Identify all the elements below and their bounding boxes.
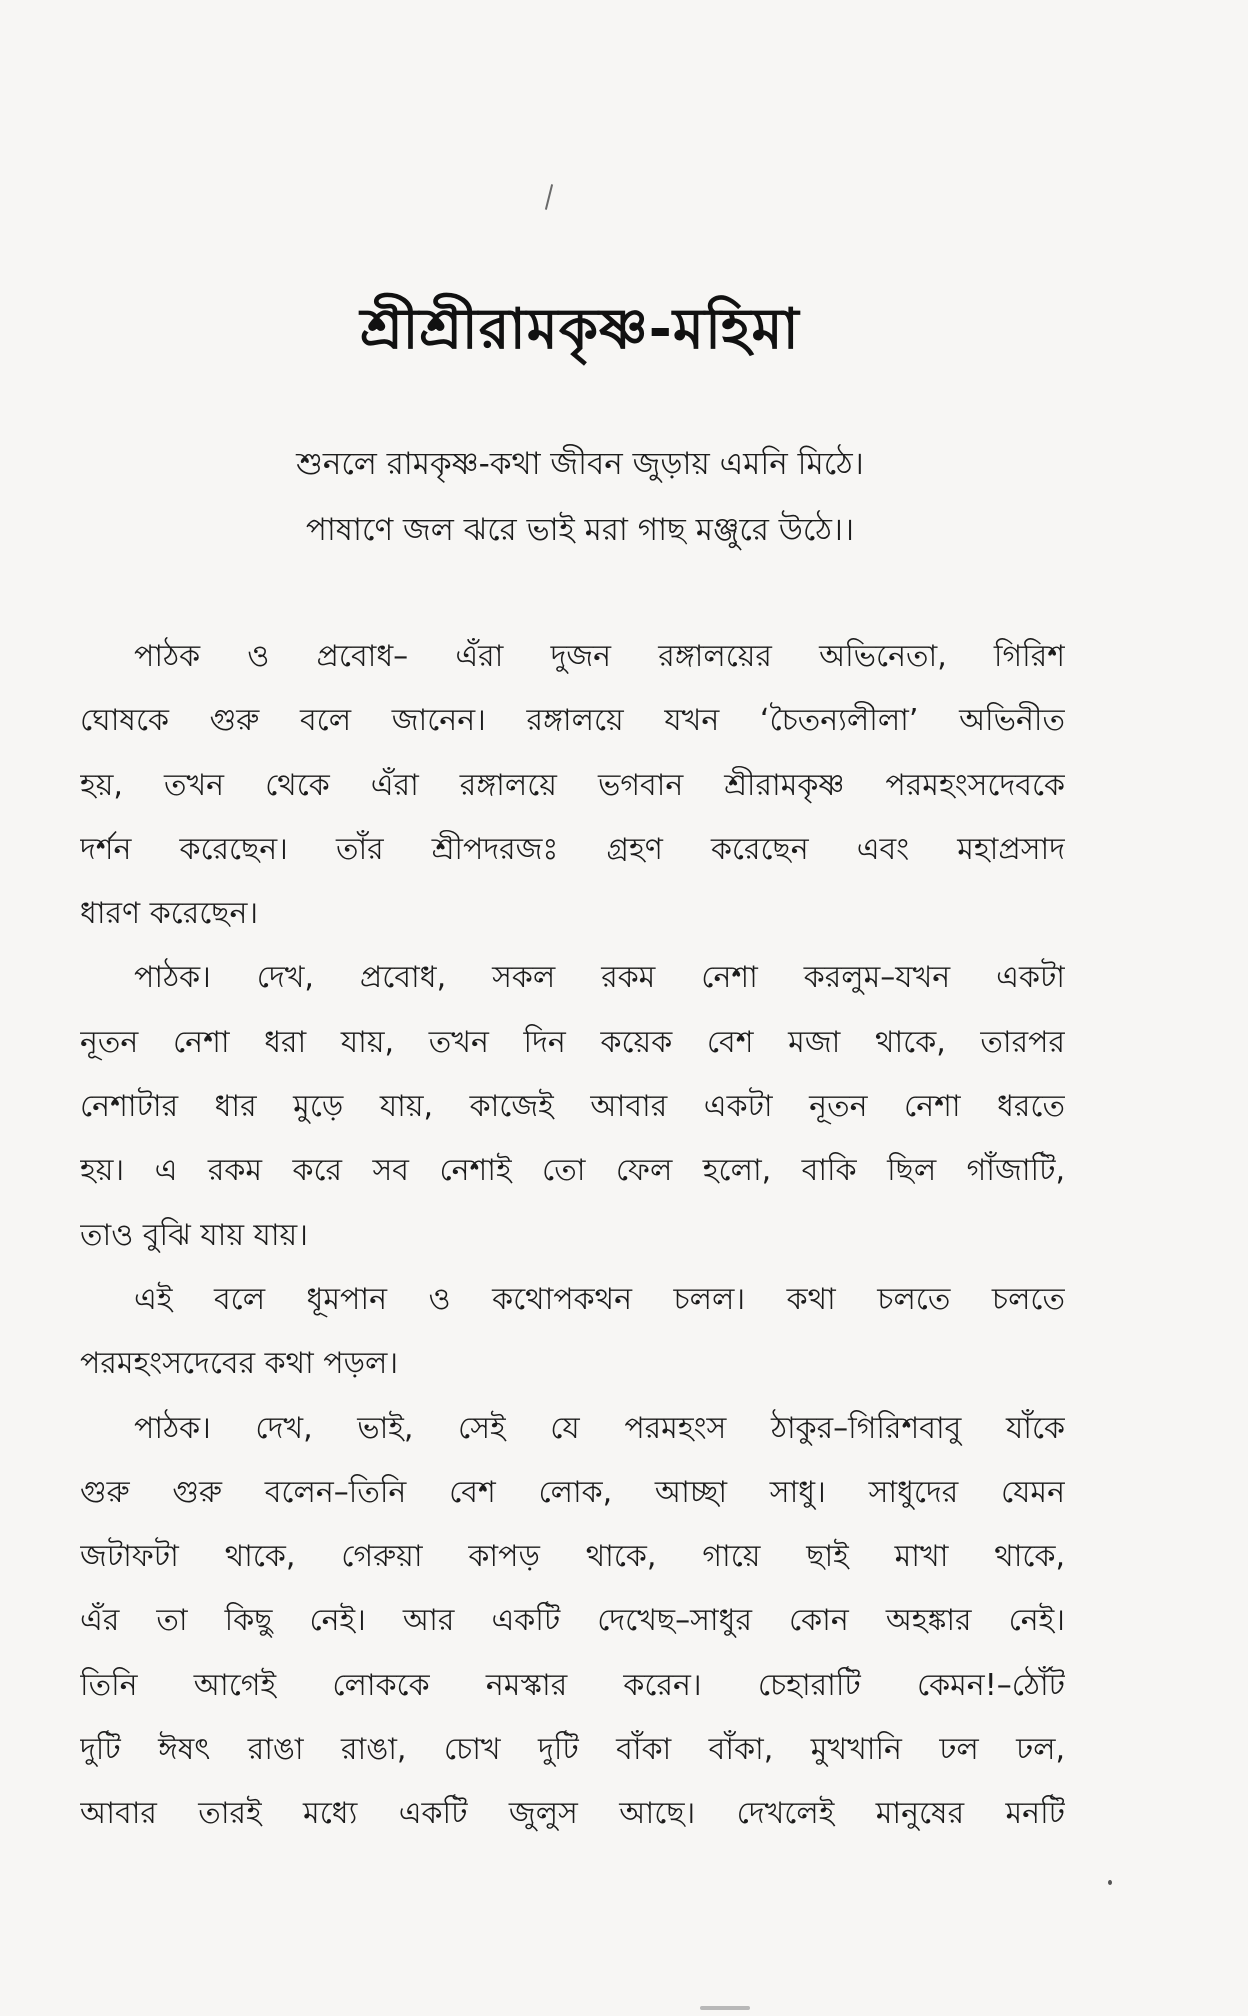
text-line: ঘোষকে গুরু বলে জানেন। রঙ্গালয়ে যখন ‘চৈতন্যলীলা’ অভিনীত xyxy=(80,703,1065,739)
text-line: দর্শন করেছেন। তাঁর শ্রীপদরজঃ গ্রহণ করেছেন এবং মহাপ্রসাদ xyxy=(80,831,1065,867)
text-line: পাঠক। দেখ, ভাই, সেই যে পরমহংস ঠাকুর–গিরিশবাবু যাঁকে xyxy=(134,1410,1065,1446)
text-line: আবার তারই মধ্যে একটি জুলুস আছে। দেখলেই মানুষের মনটি xyxy=(80,1796,1065,1832)
text-line: এই বলে ধূমপান ও কথোপকথন চলল। কথা চলতে চলতে xyxy=(134,1281,1065,1317)
text-line: তিনি আগেই লোককে নমস্কার করেন। চেহারাটি কেমন!–ঠোঁট xyxy=(80,1667,1065,1703)
text-line: হয়। এ রকম করে সব নেশাই তো ফেল হলো, বাকি ছিল গাঁজাটি, xyxy=(80,1153,1065,1189)
paragraph xyxy=(80,946,1065,1267)
text-line: তাও বুঝি যায় যায়। xyxy=(80,1217,308,1253)
text-line: নেশাটার ধার মুড়ে যায়, কাজেই আবার একটা নূতন নেশা ধরতে xyxy=(80,1089,1065,1125)
text-line: দুটি ঈষৎ রাঙা রাঙা, চোখ দুটি বাঁকা বাঁকা, মুখখানি ঢল ঢল, xyxy=(80,1732,1065,1768)
text-line: জটাফটা থাকে, গেরুয়া কাপড় থাকে, গায়ে ছাই মাখা থাকে, xyxy=(80,1539,1065,1575)
couplet-line-2: পাষাণে জল ঝরে ভাই মরা গাছ মঞ্জুরে উঠে।। xyxy=(305,512,855,548)
ink-speck xyxy=(1108,1880,1112,1885)
paragraph xyxy=(80,625,1065,946)
paragraph xyxy=(80,1397,1065,1847)
text-line: পরমহংসদেবের কথা পড়ল। xyxy=(80,1346,399,1382)
body-text xyxy=(80,625,1065,1847)
text-line: হয়, তখন থেকে এঁরা রঙ্গালয়ে ভগবান শ্রীরামকৃষ্ণ পরমহংসদেবকে xyxy=(80,767,1065,803)
page-smudge xyxy=(700,2006,750,2010)
couplet-line-1: শুনলে রামকৃষ্ণ-কথা জীবন জুড়ায় এমনি মিঠে। xyxy=(296,446,864,482)
text-line: নূতন নেশা ধরা যায়, তখন দিন কয়েক বেশ মজা থাকে, তারপর xyxy=(80,1024,1065,1060)
text-line: এঁর তা কিছু নেই। আর একটি দেখেছ–সাধুর কোন অহঙ্কার নেই। xyxy=(80,1603,1065,1639)
text-line: ধারণ করেছেন। xyxy=(80,896,259,932)
text-line: পাঠক ও প্রবোধ– এঁরা দুজন রঙ্গালয়ের অভিনেতা, গিরিশ xyxy=(134,639,1065,674)
stray-pen-mark xyxy=(545,184,553,210)
chapter-title: শ্রীশ্রীরামকৃষ্ণ-মহিমা xyxy=(360,297,800,362)
text-line: গুরু গুরু বলেন–তিনি বেশ লোক, আচ্ছা সাধু। সাধুদের যেমন xyxy=(80,1474,1065,1510)
text-line: পাঠক। দেখ, প্রবোধ, সকল রকম নেশা করলুম–যখন একটা xyxy=(134,960,1065,996)
paragraph xyxy=(80,1268,1065,1397)
